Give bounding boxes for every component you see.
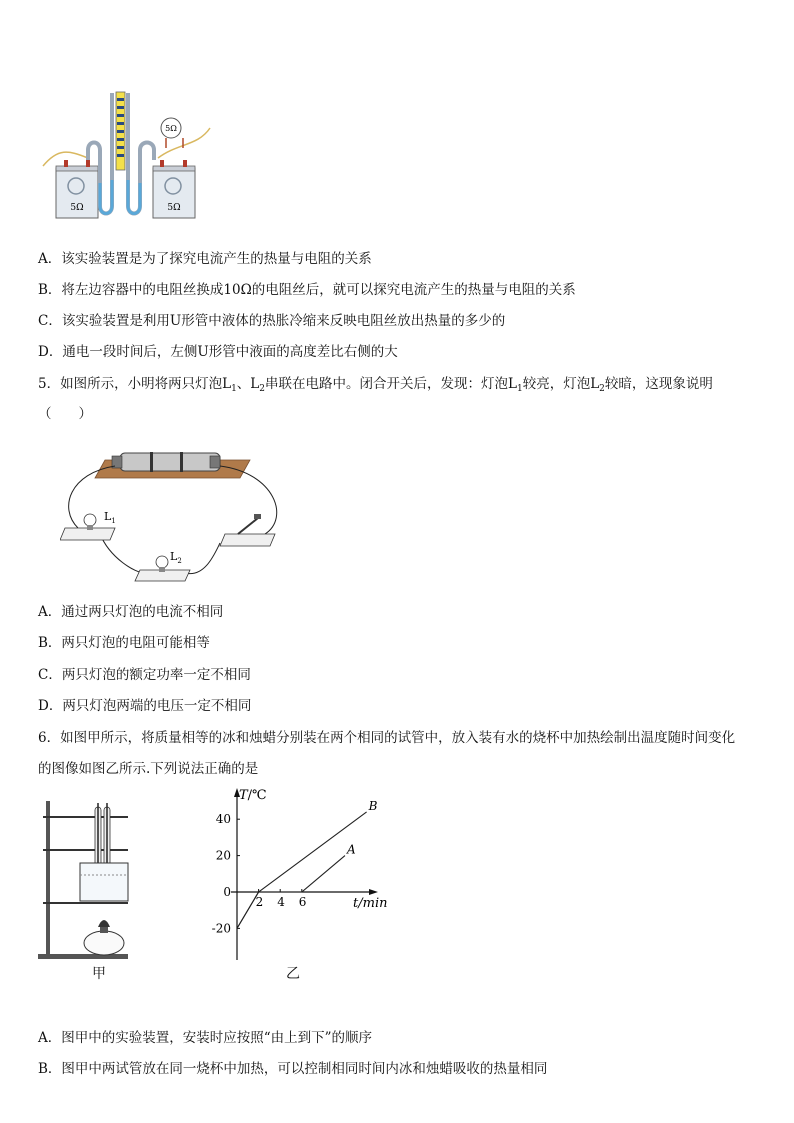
- q4-option-d: D．通电一段时间后，左侧U形管中液面的高度差比右侧的大: [38, 344, 398, 360]
- x-tick-label: 2: [255, 895, 264, 909]
- q4-option-c: C．该实验装置是利用U形管中液体的热胀冷缩来反映电阻丝放出热量的多少的: [38, 313, 506, 329]
- x-tick-label: 4: [277, 895, 285, 909]
- y-axis-label: T/℃: [239, 788, 267, 803]
- q5-blank: （ ）: [38, 406, 92, 422]
- left-container-label: 5Ω: [70, 203, 84, 213]
- q5-option-a: A．通过两只灯泡的电流不相同: [38, 604, 224, 620]
- temperature-time-chart: [195, 785, 395, 970]
- fig-yi-label: 乙: [286, 966, 300, 982]
- q5-option-b: B．两只灯泡的电阻可能相等: [38, 635, 210, 651]
- q6-stem-line1: 6．如图甲所示，将质量相等的冰和烛蜡分别装在两个相同的试管中，放入装有水的烧杯中加热绘制出温度随时间变化: [38, 730, 736, 746]
- x-axis-label: t/min: [353, 896, 388, 911]
- series-label-A: A: [347, 842, 356, 857]
- right-container-label: 5Ω: [167, 203, 181, 213]
- q6-apparatus-figure: [38, 795, 138, 985]
- x-axis-arrow: [369, 889, 378, 895]
- y-tick-label: 0: [223, 885, 231, 899]
- q5-option-d: D．两只灯泡两端的电压一定不相同: [38, 698, 252, 714]
- q6-option-a: A．图甲中的实验装置，安装时应按照“由上到下”的顺序: [38, 1030, 373, 1046]
- q6-option-b: B．图甲中两试管放在同一烧杯中加热，可以控制相同时间内冰和烛蜡吸收的热量相同: [38, 1061, 548, 1077]
- q4-option-a: A．该实验装置是为了探究电流产生的热量与电阻的关系: [38, 251, 372, 267]
- y-tick-label: -20: [211, 921, 231, 936]
- l1-label: $L_1$: [104, 510, 116, 525]
- series-label-B: B: [368, 798, 378, 813]
- q4-option-b: B．将左边容器中的电阻丝换成10Ω的电阻丝后，就可以探究电流产生的热量与电阻的关系: [38, 282, 576, 298]
- q5-circuit-figure: [60, 448, 285, 588]
- x-tick-label: 6: [298, 895, 307, 909]
- q6-stem-line2: 的图像如图乙所示.下列说法正确的是: [38, 761, 259, 777]
- q5-option-c: C．两只灯泡的额定功率一定不相同: [38, 667, 251, 683]
- top-resistor-label: 5Ω: [165, 124, 177, 133]
- y-tick-label: 20: [215, 848, 231, 863]
- fig-jia-label: 甲: [92, 966, 106, 982]
- l2-label: $L_2$: [170, 550, 182, 565]
- series-line-B: [237, 812, 367, 928]
- q4-figure: [38, 88, 218, 223]
- q5-stem: 5．如图所示，小明将两只灯泡$L_1$、$L_2$串联在电路中。闭合开关后，发现：灯泡$L_1$较亮，灯泡$L_2$较暗，这现象说明: [38, 376, 713, 394]
- y-tick-label: 40: [215, 812, 231, 827]
